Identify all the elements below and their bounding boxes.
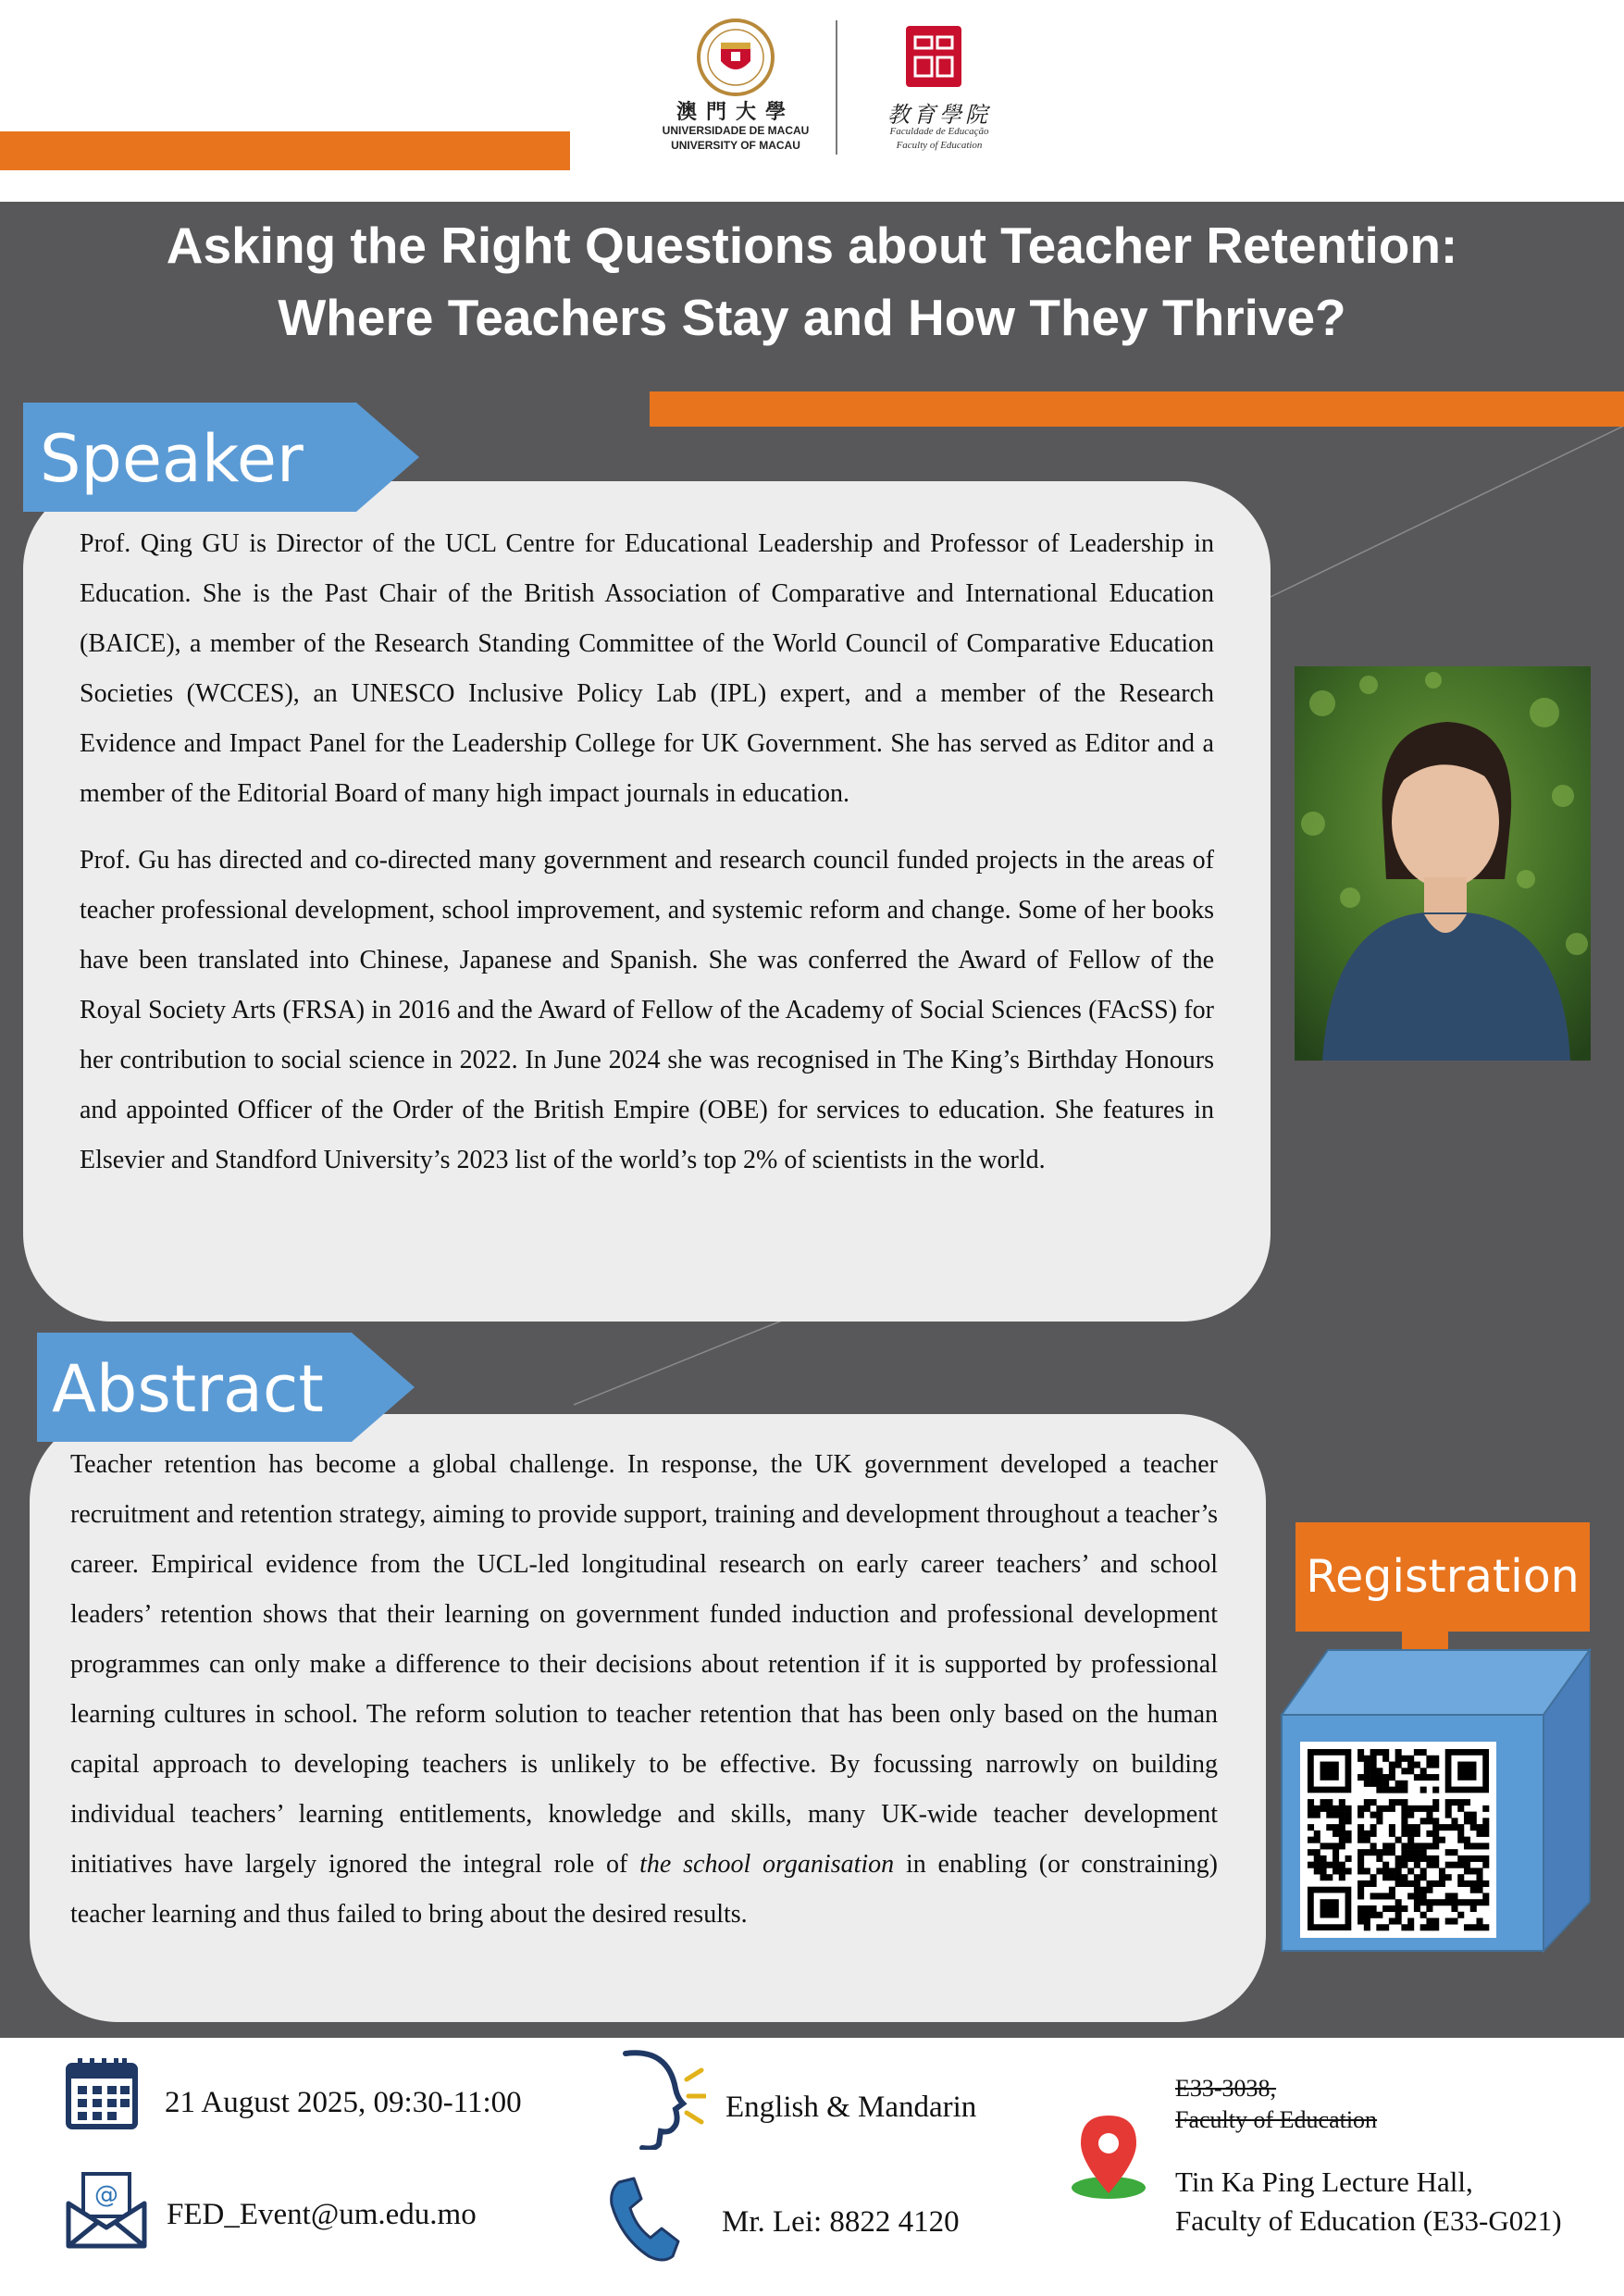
faculty-name-pt: Faculdade de Educação <box>889 126 989 137</box>
abstract-italic-phrase: the school organisation <box>639 1850 895 1879</box>
abstract-heading: Abstract <box>52 1351 324 1427</box>
event-title-line1: Asking the Right Questions about Teacher Retention: <box>166 217 1458 274</box>
contact-email[interactable]: FED_Event@um.edu.mo <box>167 2198 477 2231</box>
speaking-head-icon <box>618 2048 706 2150</box>
phone-icon <box>606 2175 680 2263</box>
registration-label: Registration <box>1295 1522 1590 1632</box>
university-name-cn: 澳門大學 <box>676 100 795 123</box>
abstract-text-end: in enabling (or constraining) teacher learning and thus failed to bring about the desired results. <box>70 1850 1218 1929</box>
email-envelope-icon <box>65 2170 148 2250</box>
abstract-tag <box>37 1333 415 1442</box>
old-venue-room: E33-3038, <box>1175 2075 1277 2102</box>
venue-faculty: Faculty of Education (E33-G021) <box>1175 2204 1562 2237</box>
venue-hall: Tin Ka Ping Lecture Hall, <box>1175 2166 1473 2198</box>
calendar-icon <box>65 2056 139 2130</box>
title-orange-bar <box>650 391 1624 427</box>
svg-text:@: @ <box>94 2181 118 2209</box>
abstract-body <box>70 1440 1218 1940</box>
old-venue-faculty: Faculty of Education <box>1175 2106 1378 2133</box>
registration-qr-code[interactable] <box>1300 1742 1496 1938</box>
speaker-photo <box>1295 666 1591 1061</box>
speaker-bio-paragraph-1: Prof. Qing GU is Director of the UCL Centre for Educational Leadership and Professor of Leadership in Education. She is the Past Chair of the British Association of Comparative and International Education (BAICE), a member of the Research Standing Committee of the World Council of Comparative Education Societies (WCCES), an UNESCO Inclusive Policy Lab (IPL) expert, and a member of the Research Evidence and Impact Panel for the Leadership College for UK Government. She has served as Editor and a member of the Editorial Board of many high impact journals in education. <box>80 529 1214 808</box>
venue <box>1175 2163 1562 2240</box>
university-name-pt: UNIVERSIDADE DE MACAU <box>662 124 810 137</box>
university-name-en: UNIVERSITY OF MACAU <box>671 139 800 152</box>
speaker-heading: Speaker <box>40 421 304 497</box>
faculty-name-en: Faculty of Education <box>896 140 983 151</box>
speaker-bio-paragraph-2: Prof. Gu has directed and co-directed many government and research council funded projects in the areas of teacher professional development, school improvement, and systemic reform and change. Some of her books have been translated into Chinese, Japanese and Spanish. She was conferred the Award of Fellow of the Royal Society Arts (FRSA) in 2016 and the Award of Fellow of the Academy of Social Sciences (FAcSS) for her contribution to social science in 2022. In June 2024 she was recognised in The King’s Birthday Honours and appointed Officer of the Order of the British Empire (OBE) for services to education. She features in Elsevier and Standford University’s 2023 list of the world’s top 2% of scientists in the world. <box>80 846 1214 1174</box>
speaker-tag <box>23 403 419 512</box>
event-language: English & Mandarin <box>725 2091 977 2124</box>
contact-phone[interactable]: Mr. Lei: 8822 4120 <box>722 2205 960 2239</box>
location-pin-icon <box>1069 2114 1148 2203</box>
abstract-paragraph <box>70 1440 1218 1940</box>
event-title-line2: Where Teachers Stay and How They Thrive? <box>278 289 1346 346</box>
abstract-text-start: Teacher retention has become a global challenge. In response, the UK government developed a teacher recruitment and retention strategy, aiming to provide support, training and development throughout a teacher’s career. Empirical evidence from the UCL-led longitudinal research on early career teachers’ and school leaders’ retention shows that their learning on government funded induction and professional development programmes can only make a difference to their decisions about retention if it is supported by professional learning cultures in school. The reform solution to teacher retention that has been only based on the human capital approach to developing teachers is unlikely to be effective. By focussing narrowly on building individual teachers’ learning entitlements, knowledge and skills, many UK-wide teacher development initiatives have largely ignored the integral role of <box>70 1450 1218 1879</box>
speaker-bio <box>80 519 1214 1202</box>
old-venue <box>1175 2073 1377 2136</box>
event-date-time: 21 August 2025, 09:30-11:00 <box>165 2086 522 2119</box>
event-title <box>37 209 1587 354</box>
faculty-name-cn: 教育學院 <box>887 102 991 128</box>
